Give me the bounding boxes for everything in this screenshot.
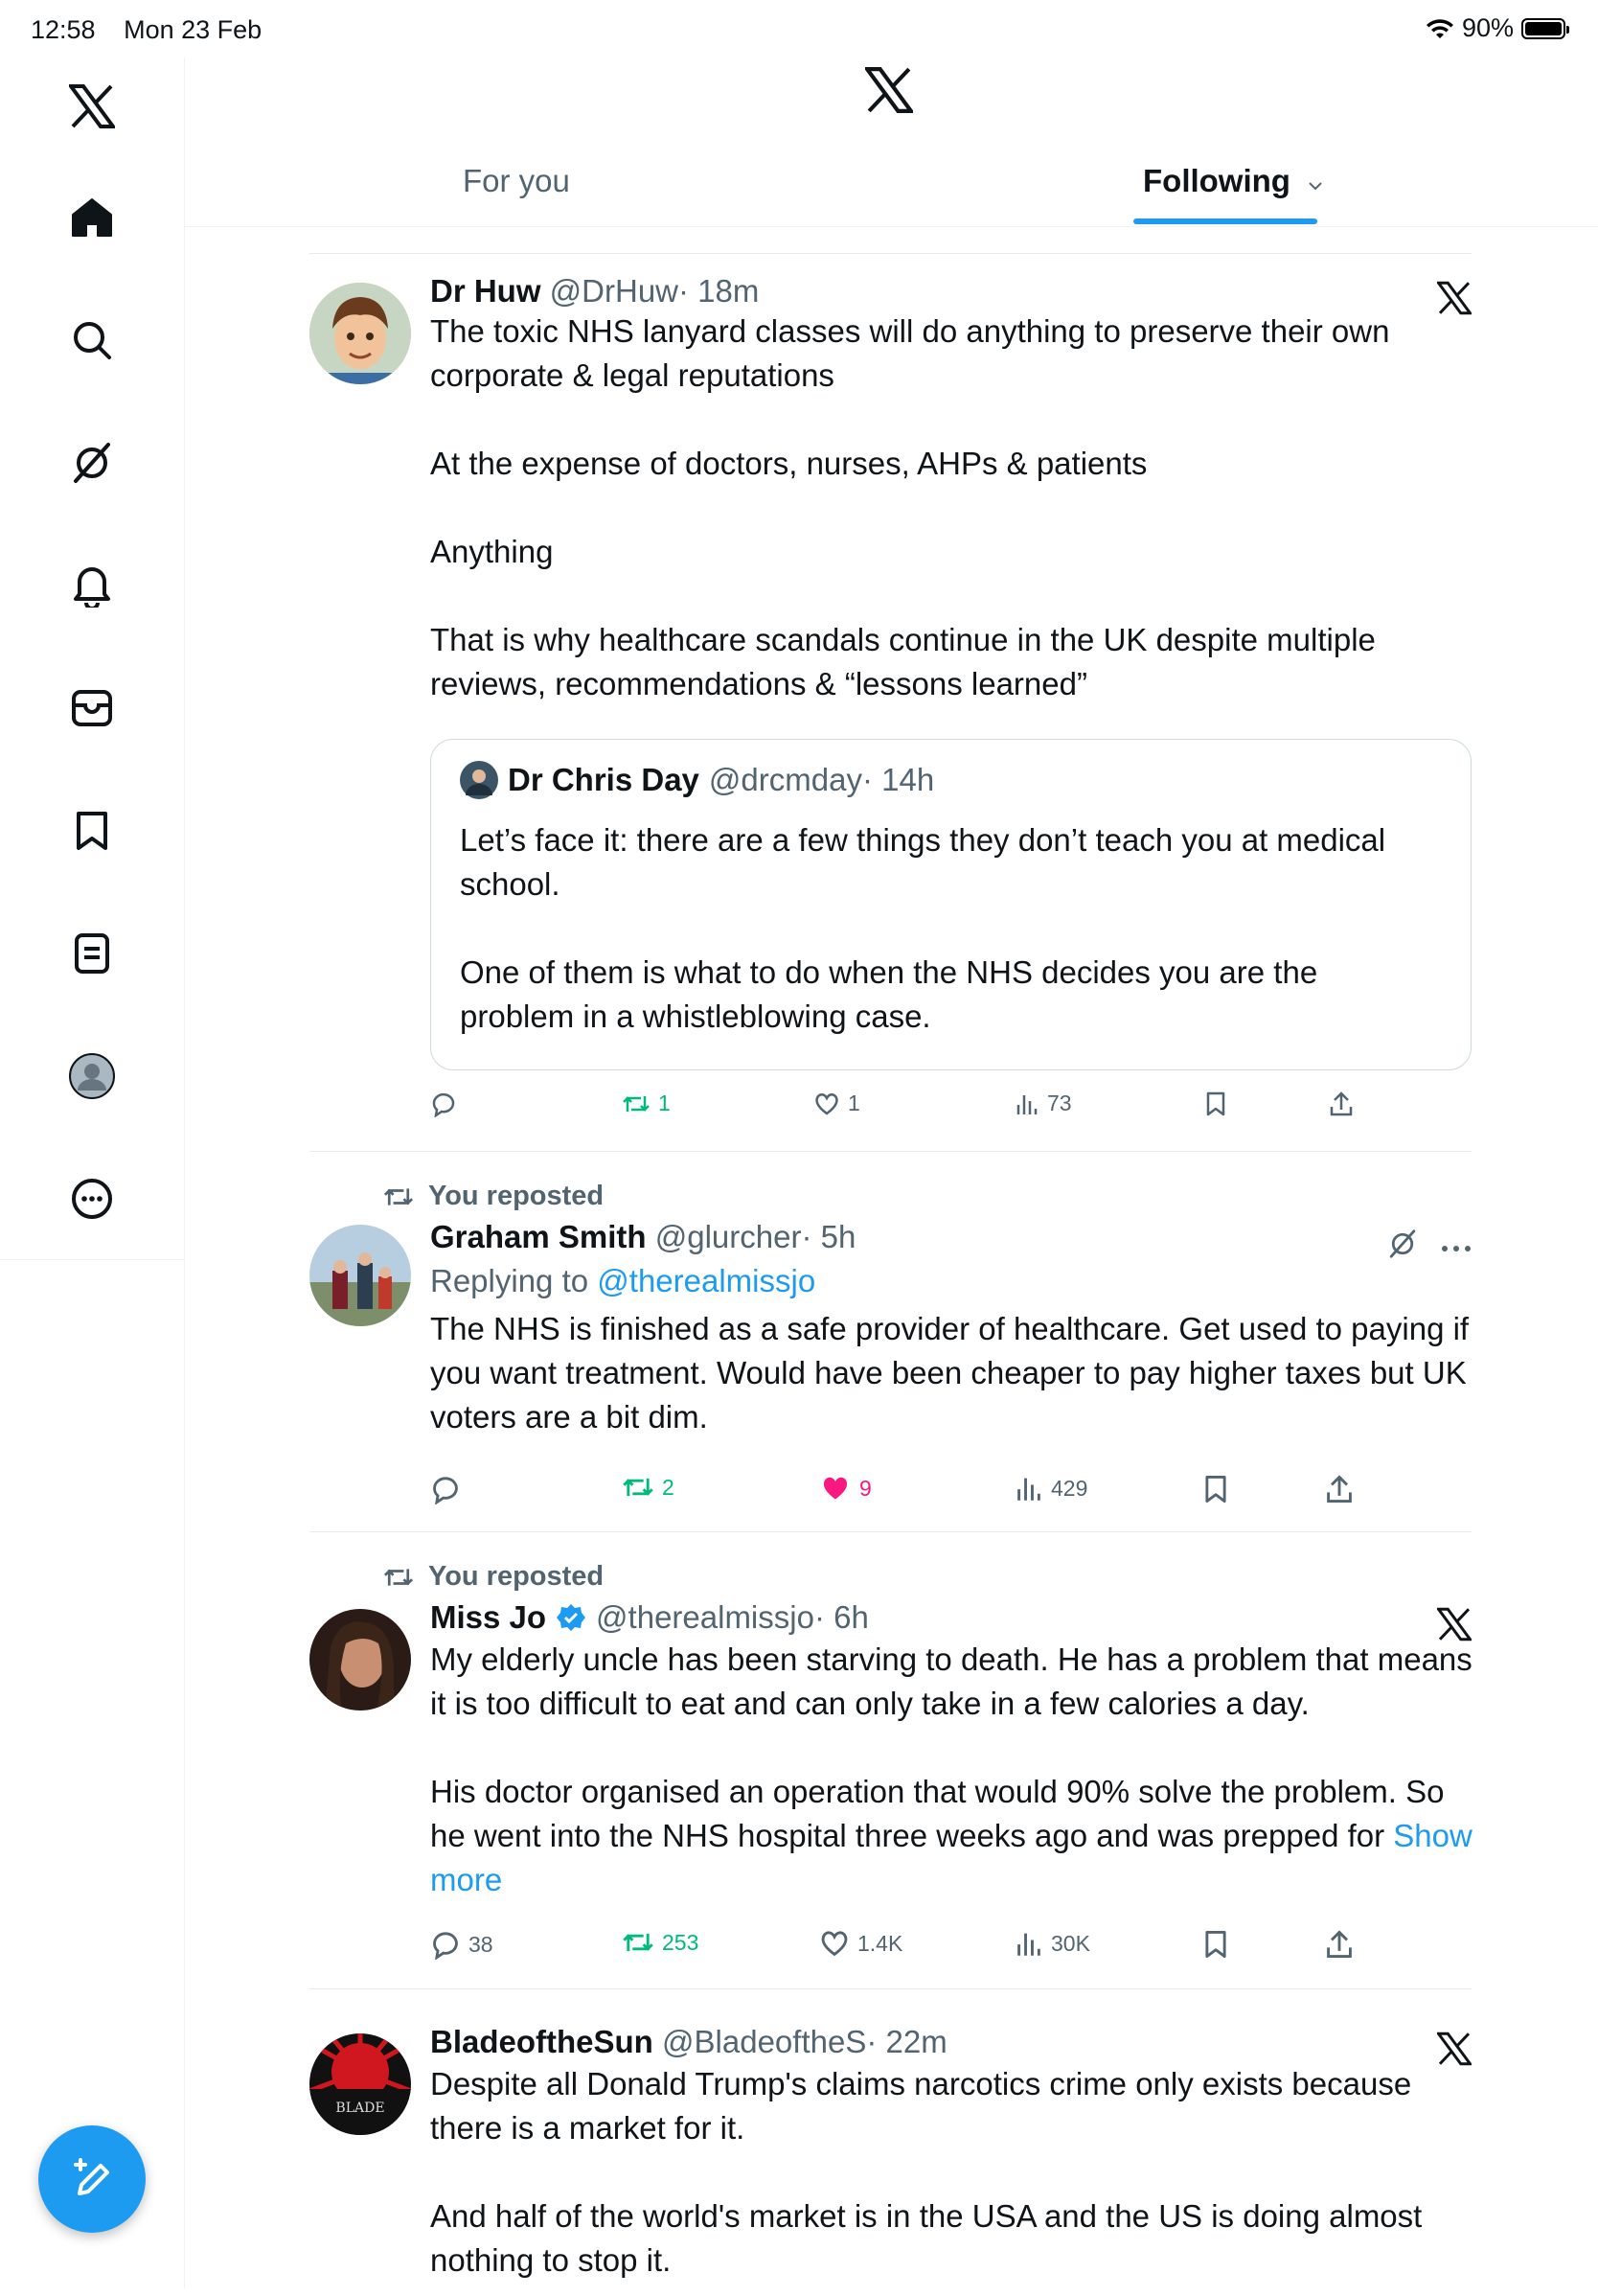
views-button[interactable] [1015, 1474, 1087, 1503]
post-text-paragraph: Anything [430, 534, 554, 569]
post-header [430, 1219, 1472, 1255]
replying-to-link[interactable]: @therealmissjo [597, 1263, 816, 1298]
post[interactable] [309, 1988, 1472, 2296]
sidebar [0, 57, 185, 2288]
status-bar [0, 0, 1598, 57]
bookmark-icon [1204, 1091, 1227, 1117]
quoted-post[interactable] [430, 739, 1472, 1070]
reply-count: 38 [468, 1931, 493, 1957]
post-header [430, 273, 1472, 310]
post[interactable] [309, 253, 1472, 1151]
reply-button[interactable] [430, 1091, 465, 1117]
grok-icon[interactable] [1387, 1228, 1418, 1264]
like-count: 1 [848, 1091, 860, 1115]
repost-context [382, 1181, 604, 1212]
share-icon [1325, 1929, 1354, 1960]
views-icon [1015, 1929, 1043, 1958]
post-text [430, 1638, 1474, 1902]
views-button[interactable] [1015, 1091, 1072, 1116]
reply-icon [430, 1474, 461, 1504]
battery-percent: 90% [1461, 13, 1514, 42]
repost-icon [622, 1092, 651, 1115]
repost-count: 1 [658, 1091, 671, 1115]
heart-icon [819, 1929, 850, 1958]
repost-button[interactable] [622, 1929, 698, 1956]
views-icon [1015, 1091, 1039, 1116]
views-count: 429 [1051, 1475, 1088, 1501]
quoted-post-time: · 14h [861, 762, 935, 797]
post-text-paragraph: Let’s face it: there are a few things they don’t teach you at medical school. [460, 822, 1386, 902]
post-text-paragraph: And half of the world's market is in the USA and the US is doing almost nothing to stop it. [430, 2198, 1423, 2278]
like-button[interactable] [819, 1474, 872, 1503]
search-icon[interactable] [68, 316, 116, 364]
repost-context [382, 1561, 604, 1593]
avatar [460, 761, 498, 799]
like-button[interactable] [813, 1091, 860, 1116]
svg-text:BLADE: BLADE [335, 2101, 385, 2116]
post-actions [430, 1929, 1472, 1967]
avatar[interactable] [309, 1609, 411, 1711]
x-logo-icon [1437, 2032, 1472, 2071]
like-count: 9 [859, 1475, 872, 1501]
post-text-paragraph: At the expense of doctors, nurses, AHPs & patients [430, 446, 1148, 481]
x-logo-icon [1437, 1607, 1472, 1646]
post-text-paragraph: One of them is what to do when the NHS decides you are the problem in a whistleblowing case. [460, 954, 1318, 1034]
post[interactable] [309, 1531, 1472, 1988]
views-count: 30K [1051, 1930, 1090, 1956]
timeline-feed [309, 253, 1472, 2296]
more-icon[interactable] [68, 1175, 116, 1223]
repost-context-label: You reposted [428, 1181, 605, 1211]
post-text-paragraph: His doctor organised an operation that would 90% solve the problem. So he went into the NHS hospital three weeks ago and was prepped for [430, 1774, 1445, 1853]
heart-icon [813, 1091, 840, 1116]
verified-badge-icon [556, 1602, 586, 1633]
bookmark-icon [1202, 1929, 1229, 1960]
post-time[interactable]: · 5h [801, 1219, 856, 1254]
timeline-header [185, 57, 1598, 227]
avatar[interactable] [309, 2033, 411, 2135]
repost-icon [622, 1929, 654, 1956]
post-text-paragraph: My elderly uncle has been starving to death. He has a problem that means it is too difficult to eat and can only take in a few calories a day. [430, 1642, 1472, 1721]
bookmark-button[interactable] [1202, 1929, 1229, 1960]
post-text-paragraph: That is why healthcare scandals continue in the UK despite multiple reviews, recommendations & “lessons learned” [430, 622, 1376, 701]
status-date: Mon 23 Feb [124, 15, 263, 44]
lists-icon[interactable] [68, 930, 116, 977]
notifications-icon[interactable] [68, 562, 116, 609]
author-name[interactable]: Miss Jo [430, 1599, 547, 1635]
share-button[interactable] [1329, 1091, 1354, 1117]
compose-post-button[interactable] [38, 2125, 146, 2233]
x-logo-icon [1437, 281, 1472, 320]
author-handle[interactable]: @glurcher [654, 1219, 802, 1254]
post-actions [430, 1091, 1472, 1129]
share-button[interactable] [1325, 1929, 1354, 1960]
active-tab-indicator [1133, 218, 1317, 224]
repost-icon [382, 1184, 415, 1209]
post-text [430, 2062, 1474, 2283]
bookmark-button[interactable] [1204, 1091, 1227, 1117]
share-icon [1329, 1091, 1354, 1117]
post-text [430, 310, 1446, 706]
x-logo-icon[interactable] [865, 67, 913, 118]
x-logo-icon[interactable] [68, 82, 116, 130]
more-options-icon[interactable] [1441, 1240, 1472, 1257]
compose-icon [68, 2155, 116, 2203]
profile-avatar-icon[interactable] [68, 1052, 116, 1100]
post[interactable] [309, 1151, 1472, 1531]
post-text-paragraph: Despite all Donald Trump's claims narcotics crime only exists because there is a market for it. [430, 2066, 1412, 2146]
repost-count: 2 [662, 1474, 674, 1500]
reply-button[interactable] [430, 1474, 468, 1504]
views-icon [1015, 1474, 1043, 1503]
grok-icon[interactable] [68, 439, 116, 487]
home-icon[interactable] [68, 194, 116, 241]
views-button[interactable] [1015, 1929, 1090, 1958]
bookmark-icon [1202, 1474, 1229, 1504]
author-name[interactable]: Graham Smith [430, 1219, 647, 1254]
tab-for-you[interactable]: For you [463, 163, 570, 198]
post-text-paragraph: The toxic NHS lanyard classes will do anything to preserve their own corporate & legal reputations [430, 313, 1390, 393]
post-text [430, 1307, 1474, 1439]
repost-context-label: You reposted [428, 1561, 605, 1592]
repost-icon [382, 1565, 415, 1590]
replying-to-label: Replying to [430, 1263, 589, 1298]
post-header [430, 1599, 1472, 1636]
reply-button[interactable] [430, 1929, 493, 1960]
status-time: 12:58 [31, 15, 96, 44]
post-time[interactable]: · 22m [866, 2024, 947, 2059]
messages-icon[interactable] [68, 684, 116, 732]
chevron-down-icon [1307, 180, 1324, 192]
repost-count: 253 [662, 1929, 699, 1955]
share-icon [1325, 1474, 1354, 1504]
avatar[interactable] [309, 1225, 411, 1326]
bookmark-button[interactable] [1202, 1474, 1229, 1504]
post-actions [430, 1474, 1472, 1512]
share-button[interactable] [1325, 1474, 1354, 1504]
author-name[interactable]: Dr Huw [430, 273, 541, 309]
like-button[interactable] [819, 1929, 902, 1958]
reply-icon [430, 1091, 457, 1117]
post-text-paragraph: The NHS is finished as a safe provider of healthcare. Get used to paying if you want treatment. Would have been cheaper to pay higher taxes but UK voters are a bit dim. [430, 1311, 1470, 1435]
repost-button[interactable] [622, 1091, 671, 1116]
repost-button[interactable] [622, 1474, 674, 1501]
reply-icon [430, 1929, 461, 1960]
heart-filled-icon [819, 1474, 852, 1503]
sidebar-divider [0, 1259, 184, 1260]
quoted-author-handle: @drcmday [708, 762, 862, 797]
post-header [430, 2024, 1472, 2060]
views-count: 73 [1047, 1091, 1072, 1115]
tab-following[interactable] [1143, 163, 1324, 199]
bookmarks-icon[interactable] [68, 807, 116, 855]
author-handle[interactable]: @therealmissjo [596, 1599, 814, 1635]
wifi-icon [1426, 17, 1454, 40]
quoted-post-text [460, 818, 1418, 1039]
author-handle[interactable]: @DrHuw [549, 273, 679, 309]
replying-to [430, 1263, 1472, 1299]
post-time[interactable]: · 18m [678, 273, 760, 309]
battery-icon [1521, 18, 1565, 39]
post-time[interactable]: · 6h [813, 1599, 869, 1635]
avatar[interactable] [309, 283, 411, 384]
tab-following-label: Following [1143, 163, 1290, 198]
quoted-author-name: Dr Chris Day [508, 762, 699, 797]
author-name[interactable]: BladeoftheSun [430, 2024, 653, 2059]
like-count: 1.4K [857, 1930, 903, 1956]
author-handle[interactable]: @BladeoftheS [662, 2024, 867, 2059]
show-more-link[interactable]: Show more [430, 1818, 1472, 1897]
repost-icon [622, 1474, 654, 1501]
